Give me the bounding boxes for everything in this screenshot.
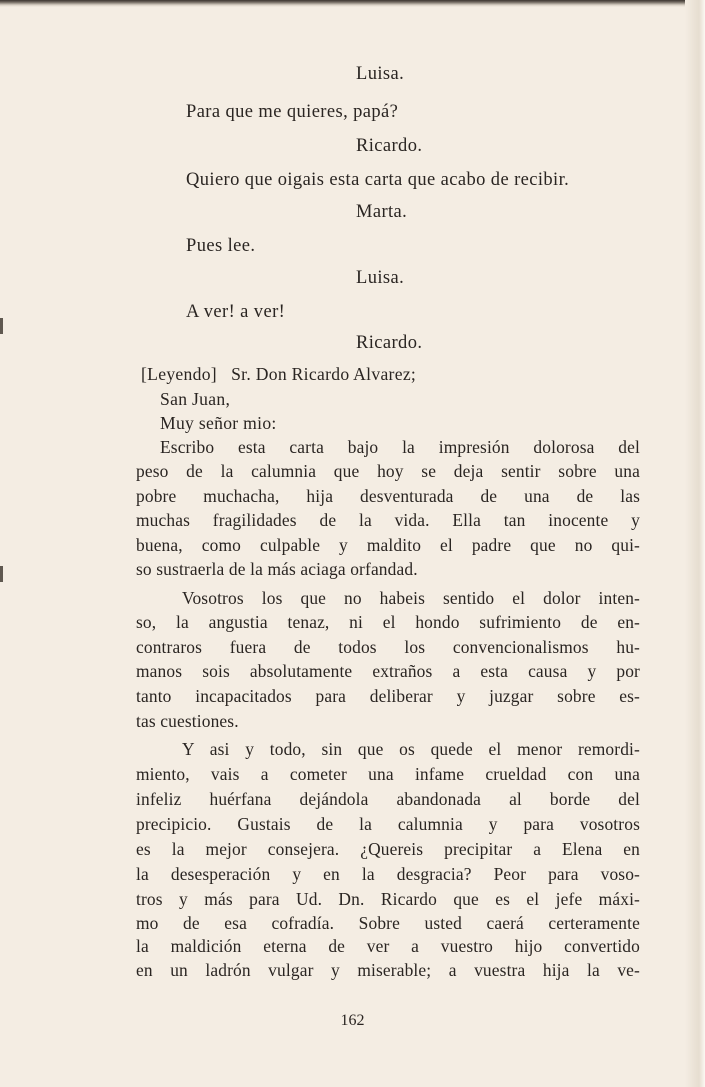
dialogue-line: Para que me quieres, papá? bbox=[186, 102, 399, 122]
letter-place: San Juan, bbox=[160, 389, 231, 409]
paragraph-line: contraros fuera de todos los convencionalismos hu- bbox=[136, 637, 640, 657]
speaker-name: Luisa. bbox=[356, 268, 405, 288]
paragraph-line: Y asi y todo, sin que os quede el menor remordi- bbox=[182, 739, 640, 759]
paragraph-line: so sustraerla de la más aciaga orfandad. bbox=[136, 559, 418, 579]
dialogue-line: Pues lee. bbox=[186, 236, 256, 256]
speaker-name: Luisa. bbox=[356, 64, 405, 84]
paragraph-line: la desesperación y en la desgracia? Peor para voso- bbox=[136, 864, 640, 884]
paragraph-line: miento, vais a cometer una infame crueldad con una bbox=[136, 764, 640, 784]
paragraph-line: pobre muchacha, hija desventurada de una de las bbox=[136, 486, 640, 506]
binding-mark bbox=[0, 318, 3, 334]
speaker-name: Ricardo. bbox=[356, 136, 423, 156]
page-top-edge bbox=[0, 0, 705, 7]
paragraph-line: buena, como culpable y maldito el padre que no qui- bbox=[136, 535, 640, 555]
dialogue-line: Quiero que oigais esta carta que acabo de recibir. bbox=[186, 170, 570, 190]
paragraph-line: Vosotros los que no habeis sentido el dolor inten- bbox=[182, 588, 640, 608]
page-number: 162 bbox=[340, 1012, 365, 1029]
speaker-name: Marta. bbox=[356, 202, 408, 222]
paragraph-line: manos sois absolutamente extraños a esta causa y por bbox=[136, 661, 640, 681]
paragraph-line: infeliz huérfana dejándola abandonada al borde del bbox=[136, 789, 640, 809]
paragraph-line: la maldición eterna de ver a vuestro hijo convertido bbox=[136, 936, 640, 956]
paragraph-line: muchas fragilidades de la vida. Ella tan inocente y bbox=[136, 510, 640, 530]
paragraph-line: en un ladrón vulgar y miserable; a vuestra hija la ve- bbox=[136, 960, 640, 980]
paragraph-line: peso de la calumnia que hoy se deja sentir sobre una bbox=[136, 461, 640, 481]
speaker-name: Ricardo. bbox=[356, 333, 423, 353]
paragraph-line: precipicio. Gustais de la calumnia y para vosotros bbox=[136, 814, 640, 834]
letter-salutation: Muy señor mio: bbox=[160, 413, 277, 433]
paragraph-line: so, la angustia tenaz, ni el hondo sufrimiento de en- bbox=[136, 612, 640, 632]
paragraph-line: tas cuestiones. bbox=[136, 711, 239, 731]
paragraph-line: tanto incapacitados para deliberar y juzgar sobre es- bbox=[136, 686, 640, 706]
paragraph-line: Escribo esta carta bajo la impresión dolorosa del bbox=[160, 437, 640, 457]
paragraph-line: mo de esa cofradía. Sobre usted caerá certeramente bbox=[136, 913, 640, 933]
paragraph-line: tros y más para Ud. Dn. Ricardo que es el jefe máxi- bbox=[136, 889, 640, 909]
dialogue-line: A ver! a ver! bbox=[186, 302, 286, 322]
binding-mark bbox=[0, 566, 3, 582]
paragraph-line: es la mejor consejera. ¿Quereis precipitar a Elena en bbox=[136, 839, 640, 859]
page-right-edge bbox=[685, 0, 705, 1087]
letter-intro: [Leyendo] Sr. Don Ricardo Alvarez; bbox=[141, 364, 417, 384]
